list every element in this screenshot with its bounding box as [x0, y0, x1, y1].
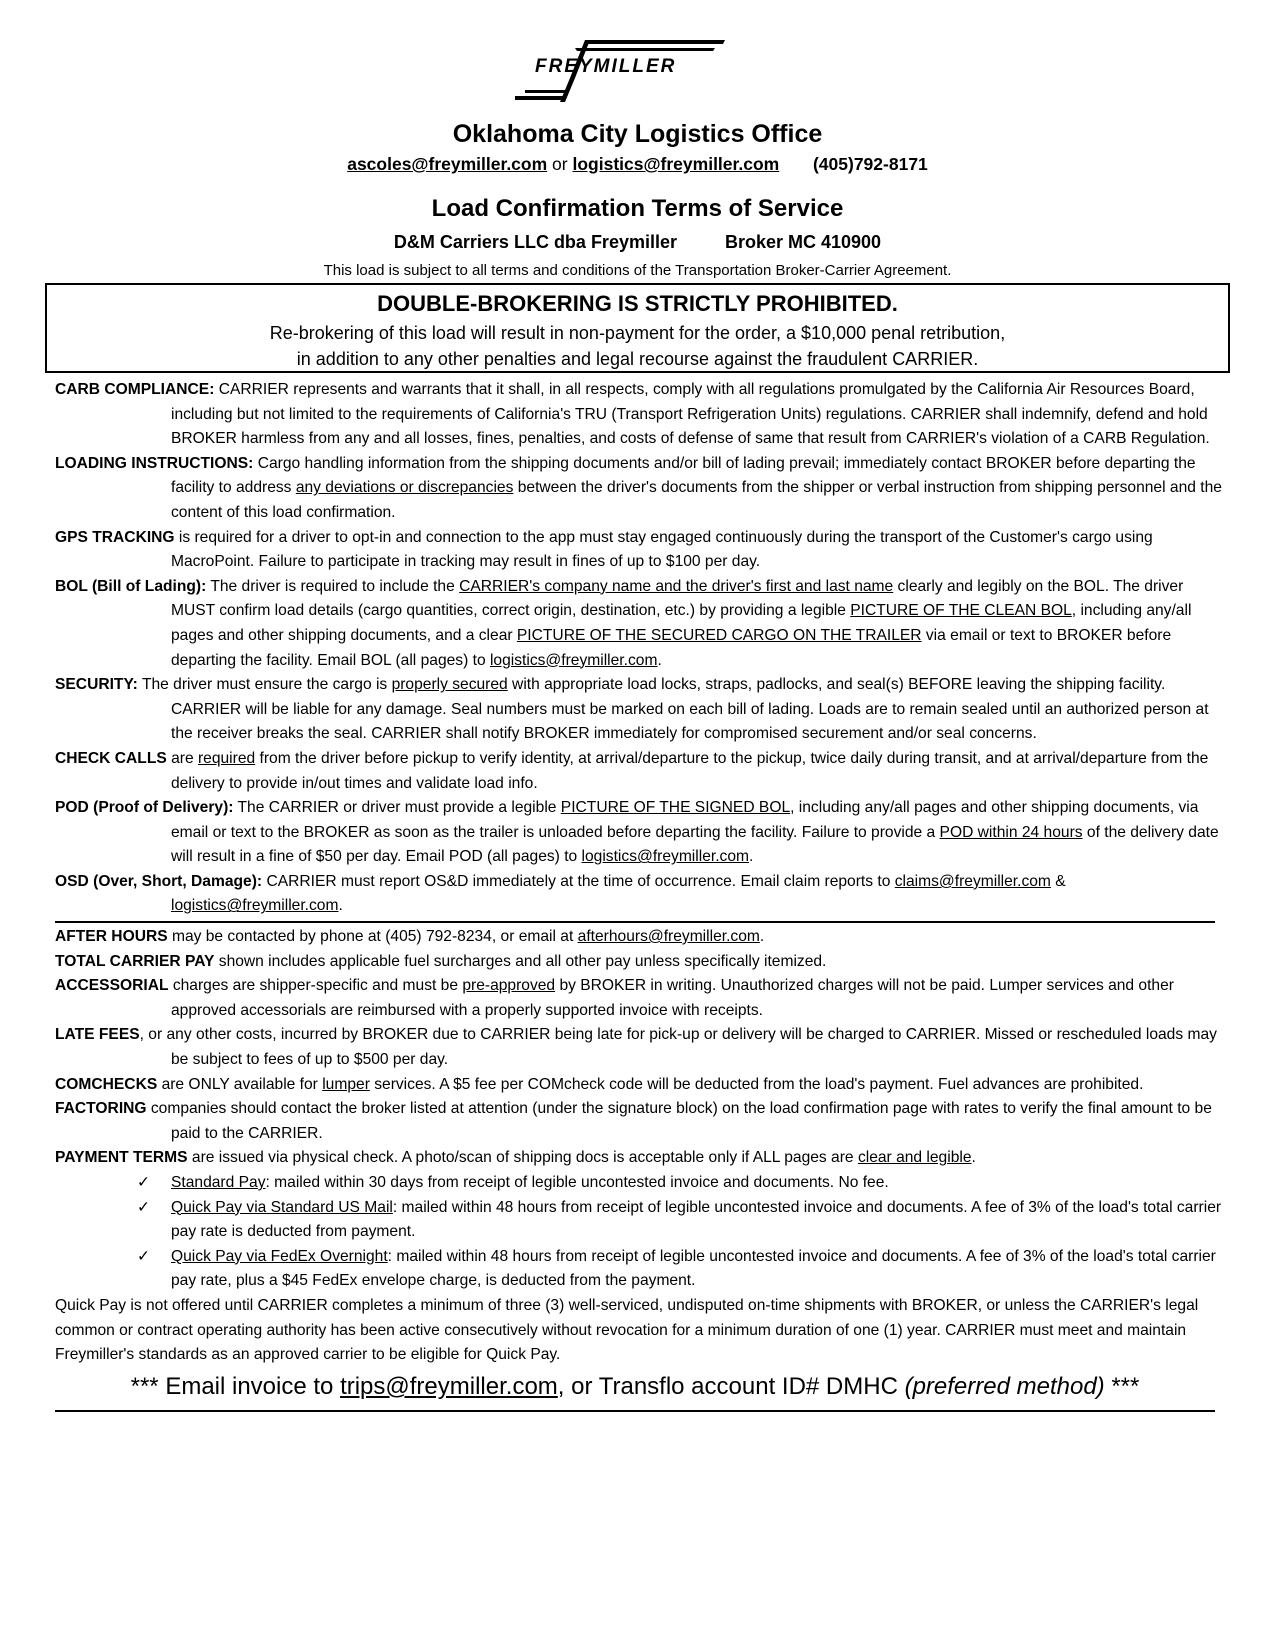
phone-number: (405)792-8171	[812, 154, 928, 174]
osd-logistics-email-link[interactable]: logistics@freymiller.com	[171, 897, 339, 915]
term-check-calls: CHECK CALLS are required from the driver before pickup to verify identity, at arrival/departure to the pickup, twice daily during transit, and at arrival/departure from the delivery to provide in/out times and validate load info.	[55, 749, 1209, 792]
term-total-pay: TOTAL CARRIER PAY shown includes applicable fuel surcharges and all other pay unless specifically itemized.	[55, 952, 827, 970]
double-brokering-notice	[45, 283, 1230, 373]
term-after-hours: AFTER HOURS may be contacted by phone at (405) 792-8234, or email at afterhours@freymiller.com.	[55, 928, 765, 946]
term-security: SECURITY: The driver must ensure the cargo is properly secured with appropriate load locks, straps, padlocks, and seal(s) BEFORE leaving the shipping facility. CARRIER will be liable for any damage. Seal numbers must be marked on each bill of lading. Loads are to remain sealed until an authorized person at the receiver breaks the seal. CARRIER shall notify BROKER immediately for compromised securement and/or seal concerns.	[55, 676, 1209, 743]
afterhours-email-link[interactable]: afterhours@freymiller.com	[577, 928, 760, 946]
email-link-ascoles[interactable]: ascoles@freymiller.com	[347, 154, 548, 174]
subject-line: This load is subject to all terms and conditions of the Transportation Broker-Carrier Agreement.	[323, 262, 952, 279]
bol-email-link[interactable]: logistics@freymiller.com	[489, 651, 658, 669]
company-name: D&M Carriers LLC dba Freymiller	[393, 232, 677, 252]
notice-title: DOUBLE-BROKERING IS STRICTLY PROHIBITED.	[377, 291, 898, 316]
pay-option-quick-mail: ✓ Quick Pay via Standard US Mail: mailed within 48 hours from receipt of legible uncontested invoice and documents. A fee of 3% of the load's total carrier pay rate is deducted from payment.	[55, 1196, 1225, 1245]
broker-mc: Broker MC 410900	[724, 232, 882, 252]
office-title: Oklahoma City Logistics Office	[452, 120, 823, 148]
term-bol: BOL (Bill of Lading): The driver is required to include the CARRIER's company name and the driver's first and last name clearly and legibly on the BOL. The driver MUST confirm load details (cargo quantities, correct origin, destination, etc.) by providing a legible PICTURE OF THE CLEAN BOL, including any/all pages and other shipping documents, and a clear PICTURE OF THE SECURED CARGO ON THE TRAILER via email or text to BROKER before departing the facility. Email BOL (all pages) to logistics@freymiller.com.	[55, 577, 1192, 669]
pod-email-link[interactable]: logistics@freymiller.com	[581, 848, 749, 866]
invoice-email-line: *** Email invoice to trips@freymiller.com, or Transflo account ID# DMHC (preferred method) ***	[130, 1372, 1140, 1400]
term-factoring: FACTORING companies should contact the broker listed at attention (under the signature block) on the load confirmation page with rates to verify the final amount to be paid to the CARRIER.	[55, 1100, 1212, 1142]
term-loading: LOADING INSTRUCTIONS: Cargo handling information from the shipping documents and/or bill of lading prevail; immediately contact BROKER before departing the facility to address any deviations or discrepancies between the driver's documents from the shipper or verbal instruction from shipping personnel and the content of this load confirmation.	[55, 454, 1222, 521]
pay-option-quick-fedex: ✓ Quick Pay via FedEx Overnight: mailed within 48 hours from receipt of legible uncontested invoice and documents. A fee of 3% of the load's total carrier pay rate, plus a $45 FedEx envelope charge, is deducted from the payment.	[55, 1245, 1225, 1294]
term-comchecks: COMCHECKS are ONLY available for lumper services. A $5 fee per COMcheck code will be deducted from the load's payment. Fuel advances are prohibited.	[55, 1075, 1144, 1093]
notice-line-2: in addition to any other penalties and legal recourse against the fraudulent CARRIER.	[296, 349, 979, 369]
term-osd: OSD (Over, Short, Damage): CARRIER must report OS&D immediately at the time of occurrence. Email claim reports to claims@freymiller.com & logistics@freymiller.com.	[55, 872, 1066, 915]
email-link-logistics[interactable]: logistics@freymiller.com	[572, 154, 780, 174]
term-late-fees: LATE FEES, or any other costs, incurred by BROKER due to CARRIER being late for pick-up or delivery will be charged to CARRIER. Missed or rescheduled loads may be subject to fees of up to $500 per day.	[55, 1026, 1217, 1069]
term-payment: PAYMENT TERMS are issued via physical check. A photo/scan of shipping docs is acceptable only if ALL pages are clear and legible.	[55, 1149, 976, 1167]
or-text: or	[552, 154, 568, 174]
quick-pay-note: Quick Pay is not offered until CARRIER completes a minimum of three (3) well-serviced, undisputed on-time shipments with BROKER, or unless the CARRIER's legal common or contract operating authority has been active consecutively without revocation for a minimum duration of one (1) year. CARRIER must meet and maintain Freymiller's standards as an approved carrier to be eligible for Quick Pay.	[55, 1296, 1199, 1364]
doc-title: Load Confirmation Terms of Service	[431, 195, 844, 222]
contact-line	[0, 154, 1275, 175]
term-accessorial: ACCESSORIAL charges are shipper-specific and must be pre-approved by BROKER in writing. Unauthorized charges will not be paid. Lumper services and other approved accessorials are reimbursed with a properly supported invoice with receipts.	[55, 977, 1174, 1019]
checkmark-icon: ✓	[137, 1174, 151, 1191]
notice-line-1: Re-brokering of this load will result in non-payment for the order, a $10,000 penal retribution,	[269, 323, 1006, 343]
checkmark-icon: ✓	[137, 1247, 151, 1265]
term-pod: POD (Proof of Delivery): The CARRIER or driver must provide a legible PICTURE OF THE SIGNED BOL, including any/all pages and other shipping documents, via email or text to the BROKER as soon as the trailer is unloaded before departing the facility. Failure to provide a POD within 24 hours of the delivery date will result in a fine of $50 per day. Email POD (all pages) to logistics@freymiller.com.	[55, 799, 1219, 866]
company-line	[0, 232, 1275, 253]
divider	[55, 921, 1215, 923]
term-carb: CARB COMPLIANCE: CARRIER represents and warrants that it shall, in all respects, comply with all regulations promulgated by the California Air Resources Board, including but not limited to the requirements of California's TRU (Transport Refrigeration Units) regulations. CARRIER shall indemnify, defend and hold BROKER harmless from any and all losses, fines, penalties, and costs of defense of same that result from CARRIER's violation of a CARB Regulation.	[55, 381, 1210, 448]
term-gps: GPS TRACKING is required for a driver to opt-in and connection to the app must stay engaged continuously during the transport of the Customer's cargo using MacroPoint. Failure to participate in tracking may result in fines of up to $100 per day.	[55, 528, 1153, 571]
pay-option-standard: ✓ Standard Pay: mailed within 30 days from receipt of legible uncontested invoice and documents. No fee.	[55, 1171, 1225, 1196]
checkmark-icon: ✓	[137, 1198, 151, 1216]
bottom-divider	[55, 1410, 1215, 1412]
freymiller-logo	[515, 30, 760, 105]
svg-text:FREYMILLER: FREYMILLER	[535, 56, 677, 77]
terms-section	[55, 378, 1225, 1412]
trips-email-link[interactable]: trips@freymiller.com	[340, 1372, 558, 1400]
claims-email-link[interactable]: claims@freymiller.com	[894, 872, 1051, 890]
